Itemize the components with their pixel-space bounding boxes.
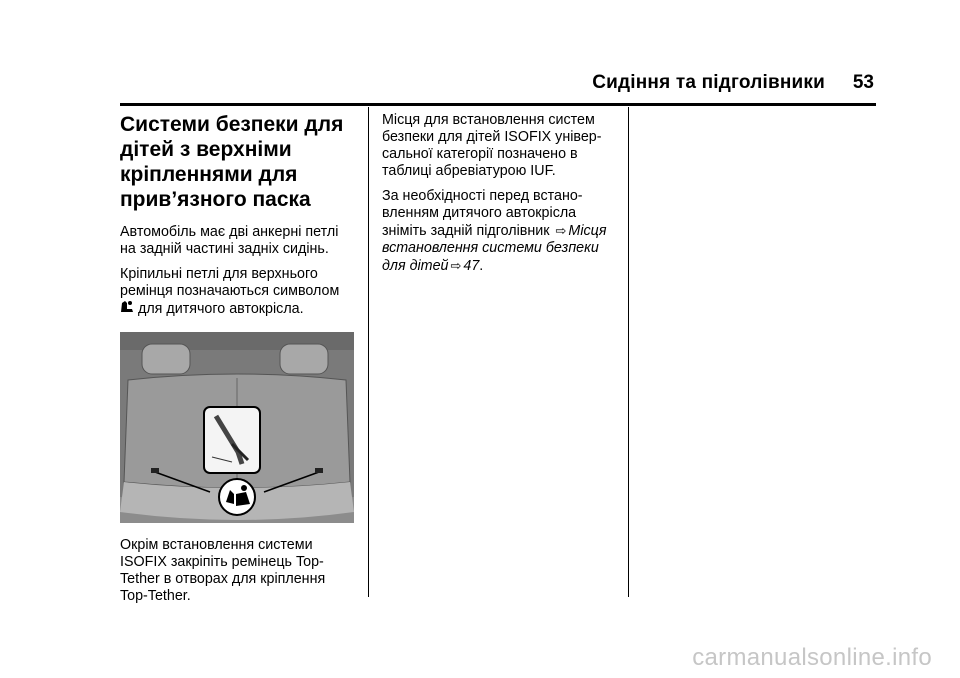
column-divider-1 — [368, 107, 369, 597]
child-seat-anchor-icon — [120, 300, 134, 317]
paragraph-headrest — [382, 188, 618, 275]
paragraph-end: . — [479, 258, 484, 274]
paragraph-isofix-tether: Окрім встановлення системи ISOFIX закріпіть ремінець Top-Tether в отворах для кріплення Top-Tether. — [120, 537, 326, 604]
paragraph-anchors: Автомобіль має дві анкерні петлі на задній частині задніх сидінь. — [120, 224, 339, 257]
left-column — [120, 112, 356, 613]
cross-reference-page[interactable]: 47 — [463, 258, 480, 274]
right-column — [382, 112, 618, 283]
headrest-right — [280, 344, 328, 374]
section-title: Системи безпеки для дітей з верхніми кріпленнями для прив’язного паска — [120, 113, 344, 211]
paragraph-symbol-text-b: для дитячого автокрісла. — [134, 301, 304, 317]
reference-arrow-icon: ⇨ — [555, 223, 567, 238]
rear-seat-tether-illustration — [120, 332, 354, 523]
column-divider-2 — [628, 107, 629, 597]
page-number: 53 — [852, 72, 874, 93]
running-head: Сидіння та підголівники — [592, 72, 825, 93]
header-rule — [120, 103, 876, 106]
paragraph-symbol-text-a: Кріпильні петлі для верхнього ремінця позначаються символом — [120, 266, 340, 299]
paragraph-iuf: Місця для встановлення систем безпеки для дітей ISOFIX універ-сальної категорії позначено в таблиці абревіатурою IUF. — [382, 112, 602, 179]
paragraph-symbol — [120, 266, 356, 318]
cross-reference-link[interactable]: Місця встановлення системи безпеки для дітей — [382, 223, 607, 274]
paragraph-headrest-text: За необхідності перед встано-вленням дитячого автокрісла зніміть задній підголівник — [382, 188, 583, 239]
headrest-left — [142, 344, 190, 374]
reference-arrow-icon: ⇨ — [450, 258, 462, 273]
watermark: carmanualsonline.info — [692, 644, 932, 671]
